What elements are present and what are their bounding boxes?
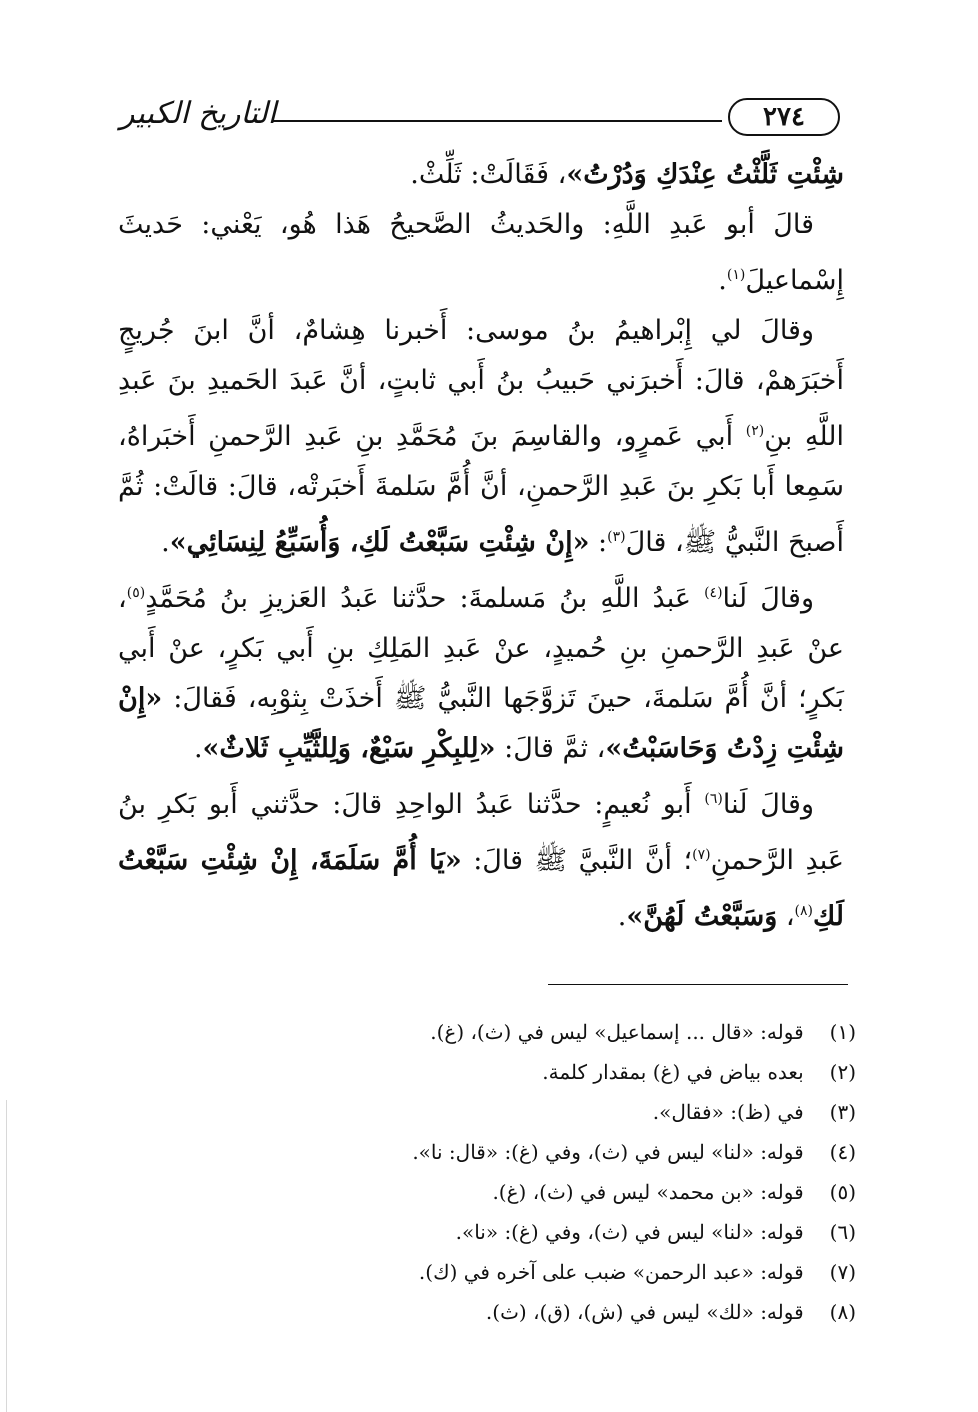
paragraph — [118, 774, 844, 942]
paragraph — [118, 150, 844, 200]
text-run: ، عنْ عَبدِ الرَّحمنِ بنِ حُميدٍ، عنْ عَبدِ المَلِكِ بنِ أَبي بَكرٍ، عنْ أَبي بَكرٍ؛ أنَّ أُمَّ سَلمةَ، حينَ تَزوَّجَها النَّبيُّ ﷺ أَخذَتْ بِثوْبِه، فَقالَ: — [118, 583, 844, 714]
footnote-number: (٢) — [829, 1060, 856, 1084]
footnote — [150, 1132, 856, 1172]
text-run: عَبدُ اللَّهِ بنُ مَسلمةَ: حدَّثنا عَبدُ العَزيزِ بنُ مُحَمَّدٍ — [145, 583, 705, 614]
footnote-ref: (١) — [726, 267, 746, 283]
footnote-text: في (ظ): «فقال». — [652, 1100, 804, 1124]
text-run: وقالَ لي إِبْراهيمُ بنُ موسى: أَخبرنا هِشامٌ، أنَّ ابنَ جُريجٍ أَخبَرَهمْ، قالَ: أَخبرَني حَبيبُ بنُ أَبي ثابتٍ، أنَّ عَبدَ الحَميدِ بنَ عَبدِ اللَّهِ بنِ — [118, 315, 844, 452]
footnote-separator — [548, 984, 848, 985]
footnote-ref: (٨) — [794, 903, 814, 919]
footnote-ref: (٢) — [745, 423, 765, 439]
footnotes — [150, 1012, 856, 1332]
text-run: وقالَ لَنا — [722, 583, 814, 614]
footnote-text: قوله: «لنا» ليس في (ث)، وفي (غ): «قال: نا». — [412, 1140, 804, 1164]
footnote — [150, 1292, 856, 1332]
hadith-quote: «إِنْ شِئْتِ سَبَّعْتُ لَكِ، وَأُسَبِّعُ لِنِسَائِي» — [169, 527, 590, 558]
footnote — [150, 1252, 856, 1292]
page-number: ٢٧٤ — [728, 98, 840, 136]
footnote-text: قوله: «لنا» ليس في (ث)، وفي (غ): «نا». — [455, 1220, 804, 1244]
text-run: ، — [777, 901, 795, 932]
footnote-number: (٥) — [829, 1180, 856, 1204]
book-title: التاريخ الكبير — [120, 96, 277, 131]
main-text — [118, 150, 844, 942]
running-header — [112, 96, 840, 140]
text-run: : — [589, 527, 608, 558]
footnote-ref: (٧) — [692, 847, 711, 863]
text-run: ، ثمَّ قالَ: — [495, 733, 606, 764]
footnote — [150, 1212, 856, 1252]
footnote — [150, 1092, 856, 1132]
hadith-quote: وَسَبَّعْتُ لَهُنَّ» — [626, 901, 778, 932]
footnote-number: (٤) — [829, 1140, 856, 1164]
text-run: . — [718, 265, 727, 296]
footnote-text: بعده بياض في (غ) بمقدار كلمة. — [542, 1060, 804, 1084]
footnote — [150, 1012, 856, 1052]
hadith-quote: شِئْتِ ثَلَّثْتُ عِنْدَكِ وَدُرْتُ» — [566, 159, 844, 190]
footnote-ref: (٣) — [607, 529, 626, 545]
text-run: أَبو نُعيمٍ: حدَّثنا عَبدُ الواحِدِ قالَ: حدَّثني أَبو بَكرِ بنُ عَبدِ الرَّحمنِ — [118, 789, 844, 876]
text-run: . — [617, 901, 627, 932]
footnote-number: (٦) — [829, 1220, 856, 1244]
footnote-number: (٨) — [829, 1300, 856, 1324]
text-run: وقالَ لَنا — [722, 789, 814, 820]
header-rule — [272, 120, 722, 122]
footnote-ref: (٥) — [126, 585, 146, 601]
footnote-number: (٣) — [829, 1100, 856, 1124]
text-run: أَبي عَمرٍو، والقاسِمَ بنَ مُحَمَّدِ بنِ عَبدِ الرَّحمنِ أَخبَراهُ، سَمِعا أَبا بَكرِ بنَ عَبدِ الرَّحمنِ، أنَّ أُمَّ سَلمةَ أَخبَرتْه، قالَ: قالَتْ: ثُمَّ أَصبحَ النَّبيُّ ﷺ، قالَ — [118, 421, 844, 558]
text-run: . — [193, 733, 203, 764]
paragraph — [118, 306, 844, 568]
footnote-text: قوله: «قال ... إسماعيل» ليس في (ث)، (غ). — [430, 1020, 804, 1044]
footnote — [150, 1172, 856, 1212]
footnote-ref: (٤) — [704, 585, 723, 601]
text-run: ، فَقَالَتْ: ثَلِّثْ. — [410, 159, 567, 190]
footnote-text: قوله: «عبد الرحمن» ضبب على آخره في (ك). — [418, 1260, 804, 1284]
footnote — [150, 1052, 856, 1092]
text-run: . — [161, 527, 170, 558]
hadith-quote: «إِنْ شِئْتِ زِدْتُ وَحَاسَبْتُ» — [118, 683, 844, 764]
footnote-text: قوله: «بن محمد» ليس في (ث)، (غ). — [492, 1180, 804, 1204]
paragraph — [118, 200, 844, 306]
footnote-text: قوله: «لك» ليس في (ش)، (ق)، (ث). — [485, 1300, 804, 1324]
page-edge-line — [6, 1100, 7, 1412]
hadith-quote: «لِلبِكْرِ سَبْعٌ، وَلِلثَّيِّبِ ثَلاثٌ» — [202, 733, 496, 764]
text-run: قالَ أبو عَبدِ اللَّهِ: والحَديثُ الصَّحيحُ هَذا هُو، يَعْني: حَديثَ إِسْماعيلَ — [118, 209, 844, 296]
text-run: ؛ أنَّ النَّبيَّ ﷺ قالَ: — [461, 845, 693, 876]
footnote-number: (٧) — [829, 1260, 856, 1284]
footnote-ref: (٦) — [704, 791, 723, 807]
footnote-number: (١) — [829, 1020, 856, 1044]
paragraph — [118, 568, 844, 774]
hadith-quote: «يَا أُمَّ سَلَمَةَ، إِنْ شِئْتِ سَبَّعْتُ لَكِ — [118, 845, 844, 932]
